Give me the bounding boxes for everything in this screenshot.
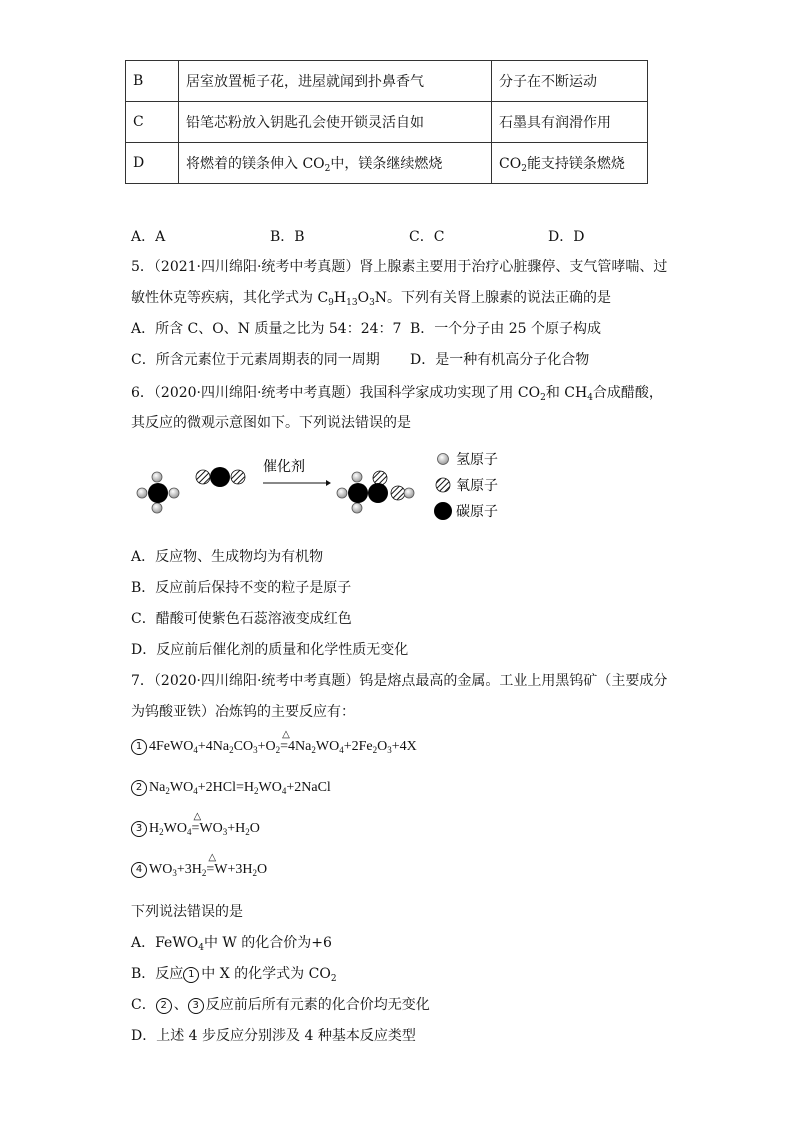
- text-fragment: 中 X 的化学式为 CO: [201, 966, 331, 982]
- hydrogen-atom: [352, 472, 362, 482]
- subscript: 2: [521, 164, 527, 174]
- circled-number: 3: [188, 998, 204, 1014]
- circled-number: 2: [131, 780, 147, 796]
- subscript: 3: [172, 868, 177, 878]
- hydrogen-atom: [169, 488, 179, 498]
- subscript: 9: [328, 298, 334, 308]
- table-cell-phenomenon: [179, 143, 492, 184]
- subscript: 4: [186, 827, 192, 837]
- subscript: 2: [372, 745, 378, 755]
- oxygen-atom: [373, 471, 387, 485]
- carbon-atom: [148, 483, 168, 503]
- legend-hydrogen-icon: [438, 454, 449, 465]
- catalyst-label: 催化剂: [263, 459, 305, 475]
- table-cell-phenomenon: 居室放置栀子花，进屋就闻到扑鼻香气: [179, 61, 492, 102]
- text-fragment: 中，镁条继续燃烧: [330, 156, 443, 172]
- q5-stem-line2: [131, 288, 611, 308]
- text-fragment: 将燃着的镁条伸入 CO: [186, 156, 325, 172]
- subscript: 13: [346, 298, 358, 308]
- legend-hydrogen-label: 氢原子: [456, 452, 498, 468]
- subscript: 3: [222, 827, 228, 837]
- heat-condition-icon: △ =: [280, 729, 290, 754]
- subscript: 2: [311, 745, 316, 755]
- text-fragment: 能支持镁条燃烧: [526, 156, 625, 172]
- text-fragment: 反应前后所有元素的化合价均无变化: [205, 997, 430, 1013]
- q7-option-b[interactable]: [131, 964, 337, 984]
- q6-option-a[interactable]: A．反应物、生成物均为有机物: [131, 549, 324, 565]
- subscript: 2: [229, 745, 234, 755]
- circled-number: 1: [131, 739, 147, 755]
- circled-number: 4: [131, 862, 147, 878]
- legend-oxygen-label: 氧原子: [456, 478, 498, 494]
- table-row: [126, 143, 648, 184]
- circled-number: 2: [156, 998, 172, 1014]
- q6-option-b[interactable]: B．反应前后保持不变的粒子是原子: [131, 580, 352, 596]
- equation-1: 1 $4FeWO_4+4Na_2CO_3+O_2$ △ $=4Na_2WO_4+2Fe_2O_3+4X$: [131, 739, 417, 755]
- q5-option-b[interactable]: B．一个分子由 25 个原子构成: [410, 321, 602, 337]
- carbon-dioxide-molecule: [196, 467, 245, 487]
- heat-condition-icon: △ =: [206, 852, 217, 877]
- oxygen-atom: [231, 470, 245, 484]
- equation-2: 2 $Na_2WO_4+2HCl=H_2WO_4+2NaCl$: [131, 780, 331, 796]
- table-cell-explanation: 石墨具有润滑作用: [492, 102, 648, 143]
- option-c[interactable]: C．C: [409, 229, 445, 245]
- answer-table: [125, 60, 648, 184]
- table-cell-explanation: 分子在不断运动: [492, 61, 648, 102]
- text-fragment: C．: [131, 997, 156, 1013]
- subscript: 3: [369, 298, 375, 308]
- q6-option-c[interactable]: C．醋酸可使紫色石蕊溶液变成红色: [131, 611, 352, 627]
- table-cell-key: B: [126, 61, 179, 102]
- subscript: 4: [587, 393, 593, 403]
- q7-option-d[interactable]: D．上述 4 步反应分别涉及 4 种基本反应类型: [131, 1028, 416, 1044]
- hydrogen-atom: [152, 472, 162, 482]
- table-cell-key: C: [126, 102, 179, 143]
- legend: [434, 452, 498, 520]
- carbon-atom: [368, 483, 388, 503]
- equation-3: 3 $H_2WO_4$ △ $=WO_3+H_2O$: [131, 821, 260, 837]
- subscript: 4: [339, 745, 344, 755]
- arrow-head-icon: [326, 480, 331, 486]
- subscript: 2: [252, 868, 258, 878]
- option-d[interactable]: D．D: [548, 229, 585, 245]
- option-a[interactable]: A．A: [131, 229, 166, 245]
- subscript: 2: [540, 393, 546, 403]
- hydrogen-atom: [352, 503, 362, 513]
- subscript: 3: [253, 745, 258, 755]
- subscript: 4: [281, 786, 287, 796]
- reaction-diagram: [130, 438, 510, 528]
- carbon-atom: [210, 467, 230, 487]
- subscript: 2: [159, 827, 164, 837]
- q5-option-a[interactable]: A．所含 C、O、N 质量之比为 54：24：7: [131, 321, 402, 337]
- acetic-acid-molecule: [337, 471, 414, 513]
- subscript: 2: [275, 745, 281, 755]
- subscript: 2: [201, 868, 207, 878]
- subscript: 4: [198, 943, 204, 953]
- q5-option-c[interactable]: C．所含元素位于元素周期表的同一周期: [131, 352, 380, 368]
- q4-options: [131, 226, 691, 246]
- legend-carbon-icon: [434, 502, 452, 520]
- hydrogen-atom: [152, 503, 162, 513]
- circled-number: 3: [131, 821, 147, 837]
- equation-4: 4 $WO_3+3H_2$ △ $=W+3H_2O$: [131, 862, 267, 878]
- subscript: 4: [193, 786, 198, 796]
- q7-stem-line2: 为钨酸亚铁）冶炼钨的主要反应有：: [131, 704, 355, 720]
- legend-oxygen-icon: [436, 478, 450, 492]
- table-cell-phenomenon: 铅笔芯粉放入钥匙孔会使开锁灵活自如: [179, 102, 492, 143]
- q6-option-d[interactable]: D．反应前后催化剂的质量和化学性质无变化: [131, 642, 409, 658]
- text-fragment: H: [333, 290, 347, 306]
- hydrogen-atom: [337, 488, 347, 498]
- text-fragment: 敏性休克等疾病，其化学式为 C: [131, 290, 329, 306]
- q7-question: 下列说法错误的是: [131, 904, 243, 920]
- text-fragment: O: [357, 290, 370, 306]
- oxygen-atom: [196, 470, 210, 484]
- text-fragment: 6．（2020·四川绵阳·统考中考真题）我国科学家成功实现了用 CO: [131, 385, 541, 401]
- hydrogen-atom: [404, 488, 414, 498]
- table-cell-key: D: [126, 143, 179, 184]
- text-fragment: CO: [499, 156, 522, 172]
- methane-molecule: [137, 472, 179, 513]
- q5-stem-line1: 5．（2021·四川绵阳·统考中考真题）肾上腺素主要用于治疗心脏骤停、支气管哮喘、过: [131, 259, 668, 275]
- subscript: 2: [165, 786, 170, 796]
- text-fragment: 中 W 的化合价为+6: [203, 935, 332, 951]
- table-row: [126, 61, 648, 102]
- subscript: 2: [245, 827, 250, 837]
- q7-option-c[interactable]: [131, 995, 430, 1015]
- text-fragment: 合成醋酸，: [592, 385, 663, 401]
- heat-condition-icon: △ =: [191, 811, 202, 836]
- subscript: 2: [330, 974, 337, 984]
- q6-stem-line2: 其反应的微观示意图如下。下列说法错误的是: [131, 415, 411, 431]
- text-fragment: B．反应: [131, 966, 184, 982]
- oxygen-atom: [391, 486, 405, 500]
- circled-number: 1: [183, 967, 199, 983]
- q6-stem-line1: [131, 383, 663, 403]
- text-fragment: 和 CH: [545, 385, 588, 401]
- table-row: [126, 102, 648, 143]
- table-cell-explanation: [492, 143, 648, 184]
- text-fragment: N。下列有关肾上腺素的说法正确的是: [374, 290, 612, 306]
- subscript: 4: [193, 745, 198, 755]
- subscript: 2: [324, 164, 331, 174]
- q7-stem-line1: 7．（2020·四川绵阳·统考中考真题）钨是熔点最高的金属。工业上用黑钨矿（主要成分: [131, 673, 668, 689]
- hydrogen-atom: [137, 488, 147, 498]
- q7-option-a[interactable]: [131, 933, 332, 953]
- text-fragment: 、: [173, 997, 188, 1013]
- option-b[interactable]: B．B: [270, 229, 305, 245]
- text-fragment: A．FeWO: [131, 935, 199, 951]
- q5-option-d[interactable]: D．是一种有机高分子化合物: [410, 352, 590, 368]
- legend-carbon-label: 碳原子: [456, 504, 498, 520]
- subscript: 3: [387, 745, 392, 755]
- subscript: 2: [253, 786, 259, 796]
- carbon-atom: [348, 483, 368, 503]
